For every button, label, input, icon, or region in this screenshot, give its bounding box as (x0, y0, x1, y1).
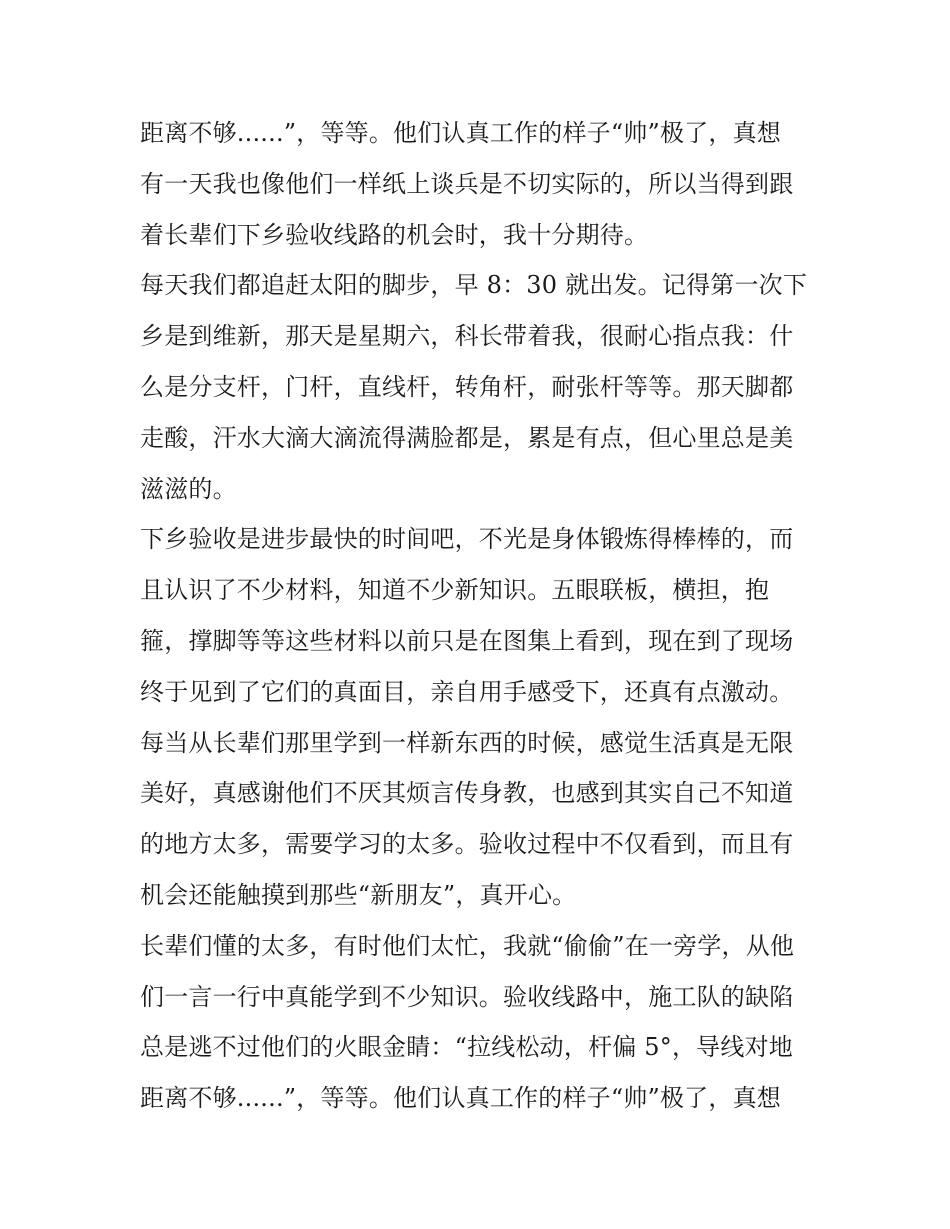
text-line: 美好，真感谢他们不厌其烦言传身教，也感到其实自己不知道 (140, 779, 794, 808)
text-line: 每天我们都追赶太阳的脚步，早 8：30 就出发。记得第一次下 (140, 271, 808, 300)
text-line: 有一天我也像他们一样纸上谈兵是不切实际的，所以当得到跟 (140, 169, 794, 198)
document-body (140, 108, 820, 1124)
text-line: 且认识了不少材料，知道不少新知识。五眼联板，横担，抱 (140, 576, 770, 605)
text-line: 滋滋的。 (140, 474, 237, 503)
text-line: 终于见到了它们的真面目，亲自用手感受下，还真有点激动。 (140, 677, 794, 706)
text-line: 距离不够......”，等等。他们认真工作的样子“帅”极了，真想 (140, 119, 781, 147)
text-line: 的地方太多，需要学习的太多。验收过程中不仅看到，而且有 (140, 830, 794, 859)
text-line: 箍，撑脚等等这些材料以前只是在图集上看到，现在到了现场 (140, 626, 794, 655)
text-line: 下乡验收是进步最快的时间吧，不光是身体锻炼得棒棒的，而 (140, 525, 794, 554)
text-line: 么是分支杆，门杆，直线杆，转角杆，耐张杆等等。那天脚都 (140, 372, 794, 401)
text-line: 着长辈们下乡验收线路的机会时，我十分期待。 (140, 220, 649, 249)
text-line: 乡是到维新，那天是星期六，科长带着我，很耐心指点我：什 (140, 322, 794, 351)
text-line: 总是逃不过他们的火眼金睛：“拉线松动，杆偏 5°，导线对地 (140, 1033, 793, 1062)
text-line: 长辈们懂的太多，有时他们太忙，我就“偷偷”在一旁学，从他 (140, 931, 795, 960)
text-line: 机会还能触摸到那些“新朋友”，真开心。 (140, 880, 577, 909)
text-line: 们一言一行中真能学到不少知识。验收线路中，施工队的缺陷 (140, 982, 794, 1011)
text-line: 走酸，汗水大滴大滴流得满脸都是，累是有点，但心里总是美 (140, 423, 794, 452)
text-line: 距离不够......”，等等。他们认真工作的样子“帅”极了，真想 (140, 1084, 781, 1113)
text-line: 每当从长辈们那里学到一样新东西的时候，感觉生活真是无限 (140, 728, 794, 757)
